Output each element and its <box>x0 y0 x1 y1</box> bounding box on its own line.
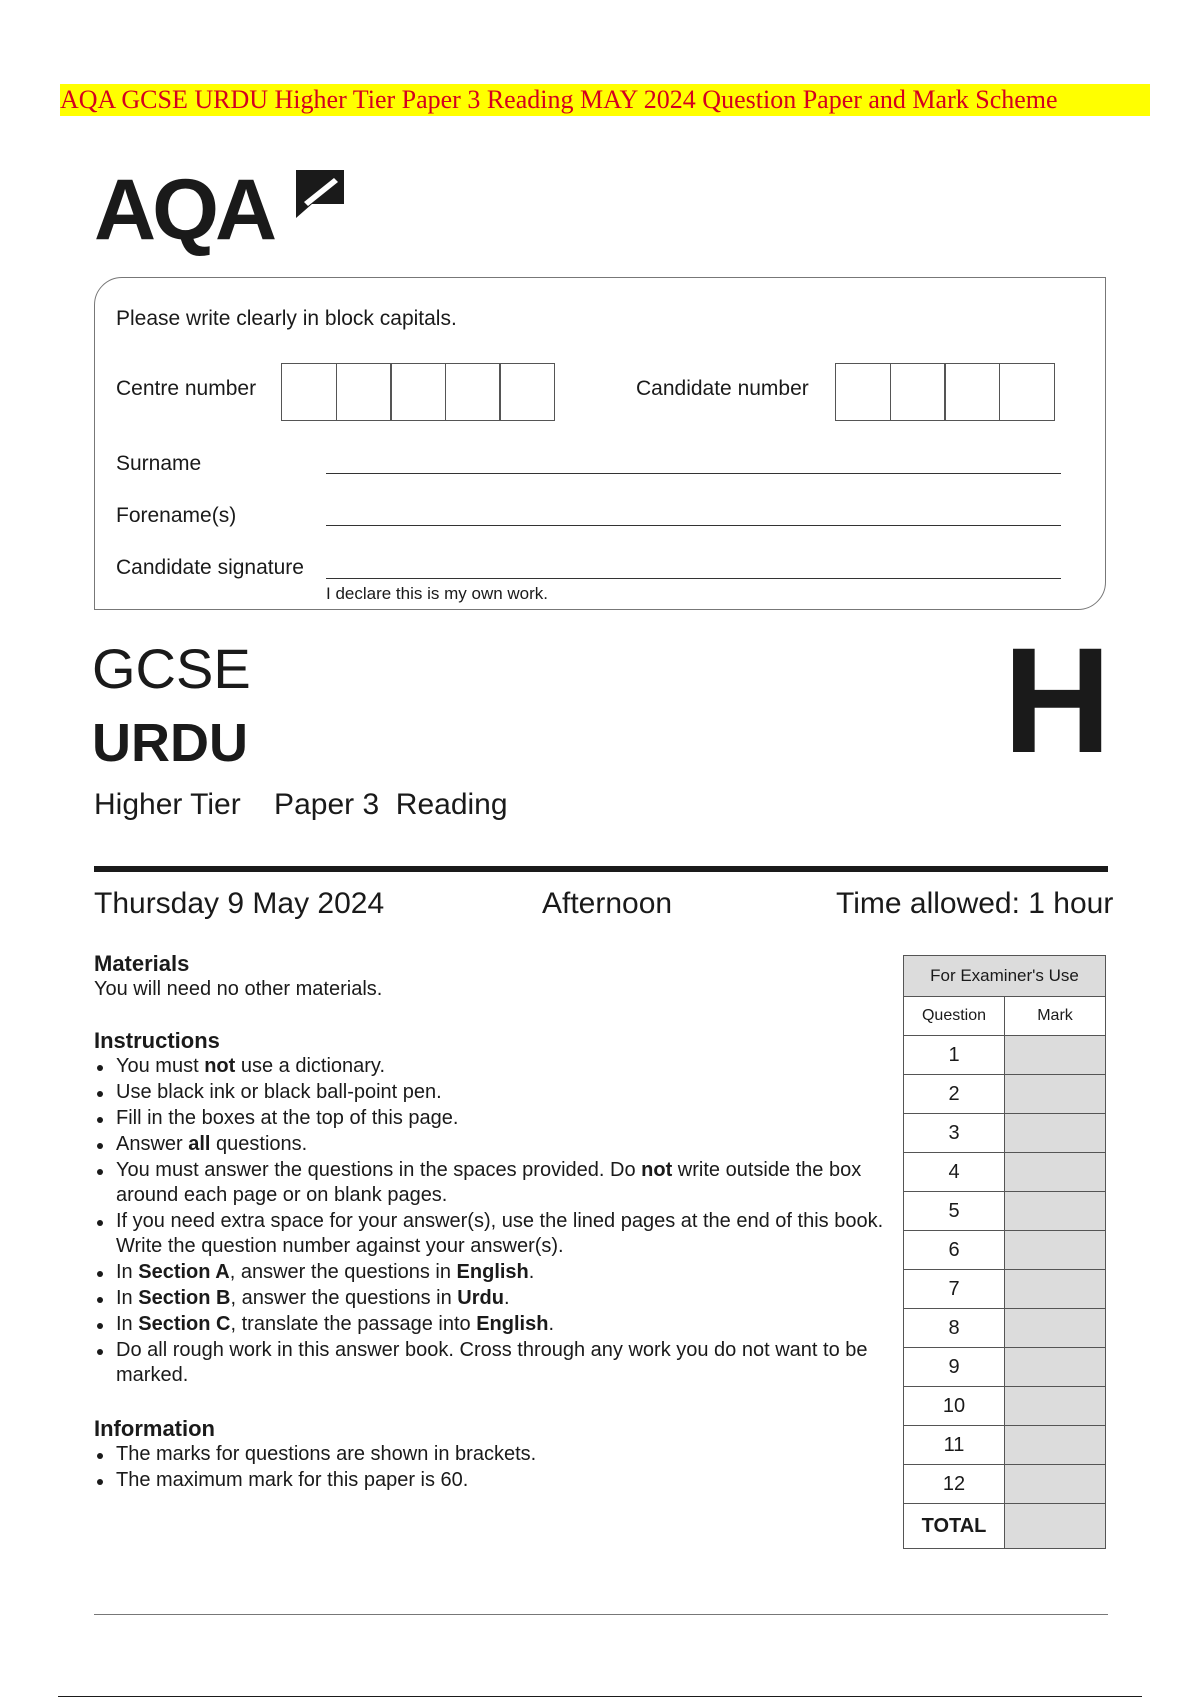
qualification-title: GCSE <box>92 637 251 700</box>
centre-number-label: Centre number <box>116 377 257 400</box>
question-column-header: Question <box>904 997 1005 1036</box>
instruction-text: Do all rough work in this answer book. Cross through any work you do not want to be marked. <box>116 1339 868 1386</box>
question-number: 1 <box>904 1036 1005 1075</box>
instruction-text: In <box>116 1287 139 1309</box>
instruction-item <box>94 1080 884 1105</box>
question-number: 7 <box>904 1270 1005 1309</box>
instruction-text: You must <box>116 1055 205 1077</box>
question-number: 2 <box>904 1075 1005 1114</box>
surname-field[interactable] <box>326 473 1061 474</box>
mark-cell <box>1005 1309 1106 1348</box>
total-mark-cell <box>1005 1504 1106 1549</box>
examiner-row <box>904 1270 1106 1309</box>
mark-cell <box>1005 1231 1106 1270</box>
examiner-row <box>904 1387 1106 1426</box>
instruction-emphasis: Section B <box>138 1287 231 1309</box>
question-number: 12 <box>904 1465 1005 1504</box>
instruction-item <box>94 1209 884 1259</box>
instruction-emphasis: Urdu <box>457 1287 504 1309</box>
subject-title: URDU <box>92 713 248 773</box>
centre-digit-box[interactable] <box>336 363 392 421</box>
mark-cell <box>1005 1153 1106 1192</box>
instruction-item <box>94 1054 884 1079</box>
question-number: 8 <box>904 1309 1005 1348</box>
instruction-emphasis: all <box>188 1133 211 1155</box>
divider <box>94 866 1108 872</box>
information-section <box>94 1416 884 1494</box>
materials-heading: Materials <box>94 951 190 976</box>
information-list <box>94 1442 884 1493</box>
mark-cell <box>1005 1387 1106 1426</box>
instruction-item <box>94 1312 884 1337</box>
tier-letter: H <box>1003 616 1112 784</box>
time-allowed: Time allowed: 1 hour <box>836 887 1114 920</box>
instruction-item <box>94 1286 884 1311</box>
instruction-text: In <box>116 1313 139 1335</box>
instruction-emphasis: Section A <box>138 1261 230 1283</box>
signature-field[interactable] <box>326 578 1061 579</box>
surname-label: Surname <box>116 452 202 475</box>
question-number: 11 <box>904 1426 1005 1465</box>
aqa-logo <box>94 160 364 260</box>
instruction-item <box>94 1106 884 1131</box>
details-prompt: Please write clearly in block capitals. <box>116 307 457 330</box>
instruction-emphasis: not <box>204 1055 236 1077</box>
examiner-row <box>904 1114 1106 1153</box>
instruction-text: , translate the passage into <box>230 1313 477 1335</box>
examiner-row <box>904 1465 1106 1504</box>
mark-cell <box>1005 1270 1106 1309</box>
examiner-row <box>904 1153 1106 1192</box>
information-heading: Information <box>94 1416 215 1441</box>
candidate-digit-box[interactable] <box>999 363 1055 421</box>
mark-cell <box>1005 1192 1106 1231</box>
instructions-heading: Instructions <box>94 1028 220 1053</box>
instruction-text: If you need extra space for your answer(s), use the lined pages at the end of this book. Write the question number against your answer(s). <box>116 1210 884 1257</box>
mark-cell <box>1005 1036 1106 1075</box>
centre-digit-box[interactable] <box>445 363 501 421</box>
question-number: 3 <box>904 1114 1005 1153</box>
instruction-text: use a dictionary. <box>235 1055 386 1077</box>
document-banner: AQA GCSE URDU Higher Tier Paper 3 Reading MAY 2024 Question Paper and Mark Scheme <box>60 84 1150 116</box>
logo-text: AQA <box>94 162 274 258</box>
information-item: The marks for questions are shown in brackets. <box>94 1442 884 1467</box>
exam-date: Thursday 9 May 2024 <box>94 887 385 920</box>
mark-cell <box>1005 1426 1106 1465</box>
signature-label: Candidate signature <box>116 556 304 579</box>
mark-cell <box>1005 1075 1106 1114</box>
instruction-text: . <box>528 1261 535 1283</box>
instruction-item <box>94 1338 884 1388</box>
mark-cell <box>1005 1114 1106 1153</box>
total-label: TOTAL <box>904 1504 1005 1549</box>
instruction-emphasis: not <box>641 1159 673 1181</box>
tier-paper-title: Higher Tier Paper 3 Reading <box>94 788 508 821</box>
examiner-row <box>904 1348 1106 1387</box>
question-number: 10 <box>904 1387 1005 1426</box>
instruction-text: write outside the box around each page or on blank pages. <box>116 1159 862 1206</box>
candidate-digit-box[interactable] <box>835 363 891 421</box>
forename-field[interactable] <box>326 525 1061 526</box>
instruction-emphasis: English <box>456 1261 529 1283</box>
instruction-item <box>94 1132 884 1157</box>
question-number: 5 <box>904 1192 1005 1231</box>
centre-digit-box[interactable] <box>499 363 555 421</box>
examiner-row <box>904 1231 1106 1270</box>
mark-cell <box>1005 1465 1106 1504</box>
instruction-text: questions. <box>210 1133 308 1155</box>
instruction-text: Fill in the boxes at the top of this page. <box>116 1107 459 1129</box>
instruction-text: . <box>548 1313 555 1335</box>
forename-label: Forename(s) <box>116 504 237 527</box>
examiner-use-table <box>903 955 1106 1549</box>
materials-text: You will need no other materials. <box>94 978 383 1000</box>
candidate-number-boxes <box>835 363 1053 421</box>
candidate-number-label: Candidate number <box>636 377 809 400</box>
instruction-item <box>94 1260 884 1285</box>
instruction-text: , answer the questions in <box>230 1287 458 1309</box>
instruction-text: You must answer the questions in the spaces provided. Do <box>116 1159 642 1181</box>
examiner-row <box>904 1426 1106 1465</box>
centre-digit-box[interactable] <box>281 363 337 421</box>
question-number: 6 <box>904 1231 1005 1270</box>
declaration-text: I declare this is my own work. <box>326 584 549 603</box>
examiner-table-heading: For Examiner's Use <box>904 956 1106 997</box>
materials-section <box>94 951 884 1002</box>
examiner-row <box>904 1309 1106 1348</box>
candidate-digit-box[interactable] <box>944 363 1000 421</box>
information-item: The maximum mark for this paper is 60. <box>94 1468 884 1493</box>
examiner-row <box>904 1192 1106 1231</box>
instructions-list <box>94 1054 884 1388</box>
instruction-text: In <box>116 1261 139 1283</box>
instruction-text: , answer the questions in <box>229 1261 457 1283</box>
question-number: 4 <box>904 1153 1005 1192</box>
footer-divider <box>94 1614 1108 1615</box>
instruction-emphasis: Section C <box>138 1313 231 1335</box>
question-number: 9 <box>904 1348 1005 1387</box>
instructions-section <box>94 1028 884 1389</box>
exam-period: Afternoon <box>542 887 673 920</box>
candidate-digit-box[interactable] <box>890 363 946 421</box>
mark-column-header: Mark <box>1005 997 1106 1036</box>
aqa-tick-icon <box>292 166 348 222</box>
instruction-text: Use black ink or black ball-point pen. <box>116 1081 442 1103</box>
instruction-text: Answer <box>116 1133 189 1155</box>
centre-digit-box[interactable] <box>390 363 446 421</box>
centre-number-boxes <box>281 363 554 421</box>
instruction-item <box>94 1158 884 1208</box>
instruction-text: . <box>503 1287 510 1309</box>
mark-cell <box>1005 1348 1106 1387</box>
examiner-row <box>904 1075 1106 1114</box>
examiner-row <box>904 1036 1106 1075</box>
page-bottom-rule <box>58 1696 1142 1697</box>
instruction-emphasis: English <box>476 1313 549 1335</box>
